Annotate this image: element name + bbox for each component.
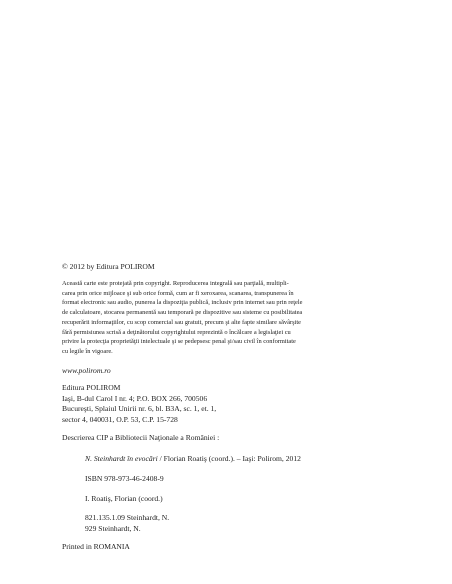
notice-line: fără permisiunea scrisă a deţinătorului copyrightului reprezintă o încălcare a legislaţiei cu bbox=[62, 328, 291, 336]
notice-line: format electronic sau audio, punerea la dispoziţia publică, inclusiv prin internet sau prin reţele bbox=[62, 299, 303, 307]
cip-entry bbox=[85, 454, 415, 465]
copyright-notice bbox=[62, 279, 392, 357]
copyright-line bbox=[62, 262, 392, 273]
isbn-text: ISBN 978-973-46-2408-9 bbox=[85, 474, 164, 483]
cip-classification bbox=[85, 513, 415, 534]
cip-book-title: N. Steinhardt în evocări bbox=[85, 454, 158, 463]
notice-line: recuperării informaţiilor, cu scop comercial sau gratuit, precum şi alte fapte similare săvârşite bbox=[62, 318, 301, 326]
classification-line: 821.135.1.09 Steinhardt, N. bbox=[85, 513, 170, 522]
printed-in bbox=[62, 542, 392, 553]
publisher-line: Editura POLIROM bbox=[62, 383, 121, 392]
isbn bbox=[85, 474, 415, 485]
publisher-line: Bucureşti, Splaiul Unirii nr. 6, bl. B3A, sc. 1, et. 1, bbox=[62, 404, 217, 413]
notice-line: de calculatoare, stocarea permanentă sau temporară pe dispozitive sau sisteme cu posibilitatea bbox=[62, 309, 303, 317]
cip-author bbox=[85, 494, 415, 505]
author-text: I. Roatiş, Florian (coord.) bbox=[85, 494, 163, 503]
publisher-address bbox=[62, 383, 392, 425]
website-text: www.polirom.ro bbox=[62, 366, 111, 375]
cip-entry-details: / Florian Roatiş (coord.). – Iaşi: Polirom, 2012 bbox=[157, 454, 301, 463]
classification-line: 929 Steinhardt, N. bbox=[85, 523, 141, 533]
cip-entry-line bbox=[85, 454, 415, 465]
publisher-line: sector 4, 040031, O.P. 53, C.P. 15-728 bbox=[62, 414, 178, 424]
copyright-text: © 2012 by Editura POLIROM bbox=[62, 262, 155, 271]
publisher-website bbox=[62, 366, 392, 377]
cip-heading bbox=[62, 433, 392, 444]
cip-heading-text: Descrierea CIP a Bibliotecii Naţionale a României : bbox=[62, 433, 220, 442]
notice-line: Această carte este protejată prin copyright. Reproducerea integrală sau parţială, multipli- bbox=[62, 280, 289, 287]
publisher-line: Iaşi, B-dul Carol I nr. 4; P.O. BOX 266, 700506 bbox=[62, 393, 208, 403]
notice-line: privire la protecţia proprietăţii intelectuale şi se pedepsesc penal şi/sau civil în conformitate bbox=[62, 338, 296, 346]
notice-line: carea prin orice mijloace şi sub orice formă, cum ar fi xeroxarea, scanarea, transpunerea în bbox=[62, 289, 294, 297]
printed-text: Printed in ROMANIA bbox=[62, 542, 130, 551]
notice-line: cu legile în vigoare. bbox=[62, 347, 113, 355]
